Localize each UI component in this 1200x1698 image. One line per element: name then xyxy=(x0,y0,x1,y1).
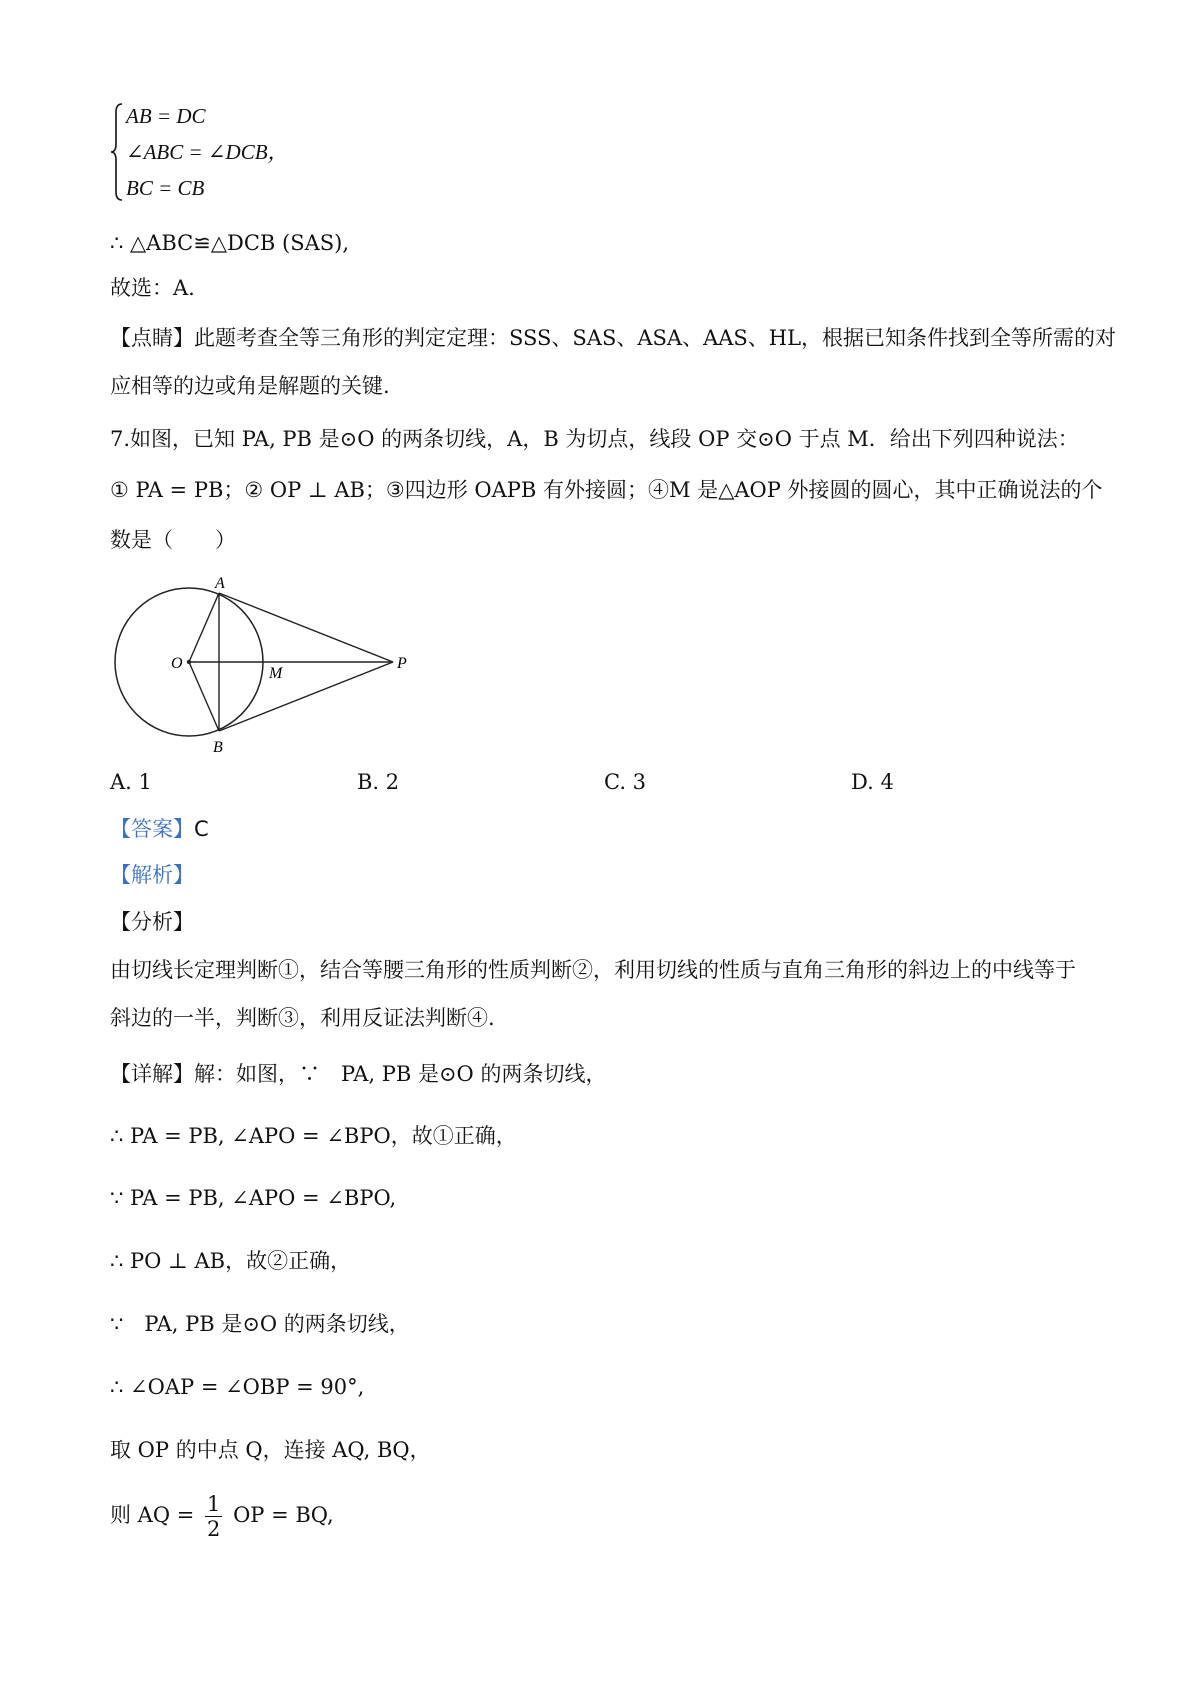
answer-tag: 【答案】 xyxy=(110,817,194,841)
step-4: ∵ PA, PB 是⊙O 的两条切线， xyxy=(110,1312,410,1336)
question-7-line-1: 7.如图，已知 PA, PB 是⊙O 的两条切线，A，B 为切点，线段 OP 交⊙O 于点 M．给出下列四种说法： xyxy=(110,427,1079,451)
label-a: A xyxy=(215,575,225,592)
point-o xyxy=(187,660,191,664)
question-7-line-2: ① PA = PB；② OP ⊥ AB；③四边形 OAPB 有外接圆；④M 是△AOP 外接圆的圆心，其中正确说法的个 xyxy=(110,478,1103,502)
step-3: ∴ PO ⊥ AB，故②正确， xyxy=(110,1249,352,1273)
fenxi-line-1: 由切线长定理判断①，结合等腰三角形的性质判断②，利用切线的性质与直角三角形的斜边上的中线等于 xyxy=(110,958,1076,982)
option-a: A. 1 xyxy=(110,770,152,794)
step-7 xyxy=(110,1488,334,1542)
dianjing-line-1: 【点睛】此题考查全等三角形的判定定理：SSS、SAS、ASA、AAS、HL，根据已知条件找到全等所需的对 xyxy=(110,326,1117,350)
answer-value: C xyxy=(194,817,209,841)
option-d: D. 4 xyxy=(851,770,894,794)
equation-system xyxy=(126,98,289,206)
system-line-3: BC = CB xyxy=(126,176,205,200)
conclusion-sas: ∴ △ABC≌△DCB (SAS), xyxy=(110,231,349,255)
segment-pa xyxy=(219,593,393,662)
step-7-post: OP = BQ, xyxy=(233,1503,334,1527)
analysis-tag: 【解析】 xyxy=(110,863,194,887)
system-brace xyxy=(110,102,124,202)
segment-oa xyxy=(189,593,219,662)
label-p: P xyxy=(397,655,407,672)
option-b: B. 2 xyxy=(357,770,400,794)
fenxi-line-2: 斜边的一半，判断③，利用反证法判断④. xyxy=(110,1006,495,1030)
system-line-2: ∠ABC = ∠DCB， xyxy=(126,140,289,164)
segment-pb xyxy=(219,662,393,731)
label-o: O xyxy=(171,655,183,672)
previous-choice: 故选：A. xyxy=(110,276,195,300)
dianjing-line-2: 应相等的边或角是解题的关键. xyxy=(110,374,390,398)
step-1: ∴ PA = PB, ∠APO = ∠BPO，故①正确， xyxy=(110,1124,517,1148)
fraction-denominator: 2 xyxy=(207,1517,221,1541)
question-7-line-3: 数是（ ） xyxy=(110,528,236,552)
fenxi-tag: 【分析】 xyxy=(110,910,194,934)
fraction-numerator: 1 xyxy=(207,1492,221,1516)
label-b: B xyxy=(213,739,223,756)
xiangjie-line: 【详解】解：如图，∵ PA, PB 是⊙O 的两条切线， xyxy=(110,1062,607,1086)
step-6: 取 OP 的中点 Q，连接 AQ, BQ， xyxy=(110,1438,431,1462)
option-c: C. 3 xyxy=(604,770,647,794)
segment-ob xyxy=(189,662,219,731)
tangent-figure xyxy=(105,570,425,760)
fraction-half xyxy=(205,1492,222,1541)
step-5: ∴ ∠OAP = ∠OBP = 90°, xyxy=(110,1375,365,1399)
step-7-pre: 则 AQ = xyxy=(110,1503,195,1527)
system-line-1: AB = DC xyxy=(126,104,206,128)
label-m: M xyxy=(269,665,283,682)
step-2: ∵ PA = PB, ∠APO = ∠BPO, xyxy=(110,1186,397,1210)
answer-line xyxy=(110,814,209,844)
